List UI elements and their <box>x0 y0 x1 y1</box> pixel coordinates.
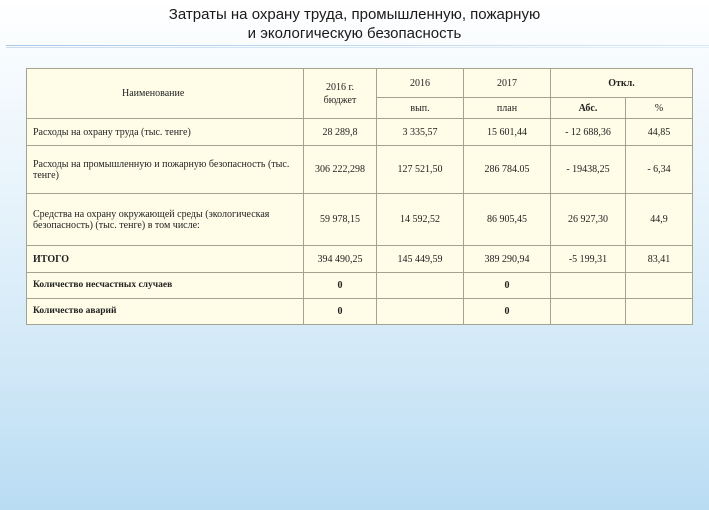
row-budget: 394 490,25 <box>304 246 377 273</box>
row-name: Расходы на охрану труда (тыс. тенге) <box>27 119 304 146</box>
header-name: Наименование <box>27 69 304 119</box>
row-plan: 286 784.05 <box>464 146 551 194</box>
table-row-total <box>27 246 693 273</box>
table-row <box>27 146 693 194</box>
page-title <box>0 5 709 43</box>
row-fact-empty <box>377 299 464 325</box>
table-row <box>27 299 693 325</box>
row-name: ИТОГО <box>27 246 304 273</box>
header-2016: 2016 <box>377 69 464 98</box>
row-plan: 15 601,44 <box>464 119 551 146</box>
title-line-1: Затраты на охрану труда, промышленную, пожарную <box>168 6 541 23</box>
header-2017: 2017 <box>464 69 551 98</box>
row-pct: 83,41 <box>626 246 693 273</box>
row-budget: 59 978,15 <box>304 194 377 246</box>
header-abs: Абс. <box>551 98 626 119</box>
row-fact: 127 521,50 <box>377 146 464 194</box>
row-budget: 0 <box>304 299 377 325</box>
row-fact: 14 592,52 <box>377 194 464 246</box>
title-divider <box>6 45 709 46</box>
row-abs: 26 927,30 <box>551 194 626 246</box>
header-budget: 2016 г. бюджет <box>304 69 377 119</box>
row-plan: 389 290,94 <box>464 246 551 273</box>
table-row <box>27 273 693 299</box>
row-abs-empty <box>551 273 626 299</box>
row-abs: -5 199,31 <box>551 246 626 273</box>
header-row-1 <box>27 69 693 98</box>
row-fact-empty <box>377 273 464 299</box>
row-name: Расходы на промышленную и пожарную безопасность (тыс. тенге) <box>27 146 304 194</box>
title-line-2: и экологическую безопасность <box>247 25 462 42</box>
header-fact: вып. <box>377 98 464 119</box>
row-budget: 0 <box>304 273 377 299</box>
header-deviation: Откл. <box>551 69 693 98</box>
expenses-table <box>26 68 693 325</box>
row-name: Количество аварий <box>27 299 304 325</box>
row-pct: 44,85 <box>626 119 693 146</box>
row-plan: 0 <box>464 299 551 325</box>
row-pct-empty <box>626 299 693 325</box>
row-budget: 306 222,298 <box>304 146 377 194</box>
row-abs: - 12 688,36 <box>551 119 626 146</box>
row-abs-empty <box>551 299 626 325</box>
table-row <box>27 119 693 146</box>
row-name: Количество несчастных случаев <box>27 273 304 299</box>
row-fact: 3 335,57 <box>377 119 464 146</box>
row-plan: 0 <box>464 273 551 299</box>
row-name: Средства на охрану окружающей среды (экологическая безопасность) (тыс. тенге) в том числе: <box>27 194 304 246</box>
row-budget: 28 289,8 <box>304 119 377 146</box>
row-pct-empty <box>626 273 693 299</box>
title-divider-shadow <box>6 47 709 48</box>
row-abs: - 19438,25 <box>551 146 626 194</box>
table-row <box>27 194 693 246</box>
header-plan: план <box>464 98 551 119</box>
header-pct: % <box>626 98 693 119</box>
row-pct: 44,9 <box>626 194 693 246</box>
row-fact: 145 449,59 <box>377 246 464 273</box>
row-pct: - 6,34 <box>626 146 693 194</box>
row-plan: 86 905,45 <box>464 194 551 246</box>
